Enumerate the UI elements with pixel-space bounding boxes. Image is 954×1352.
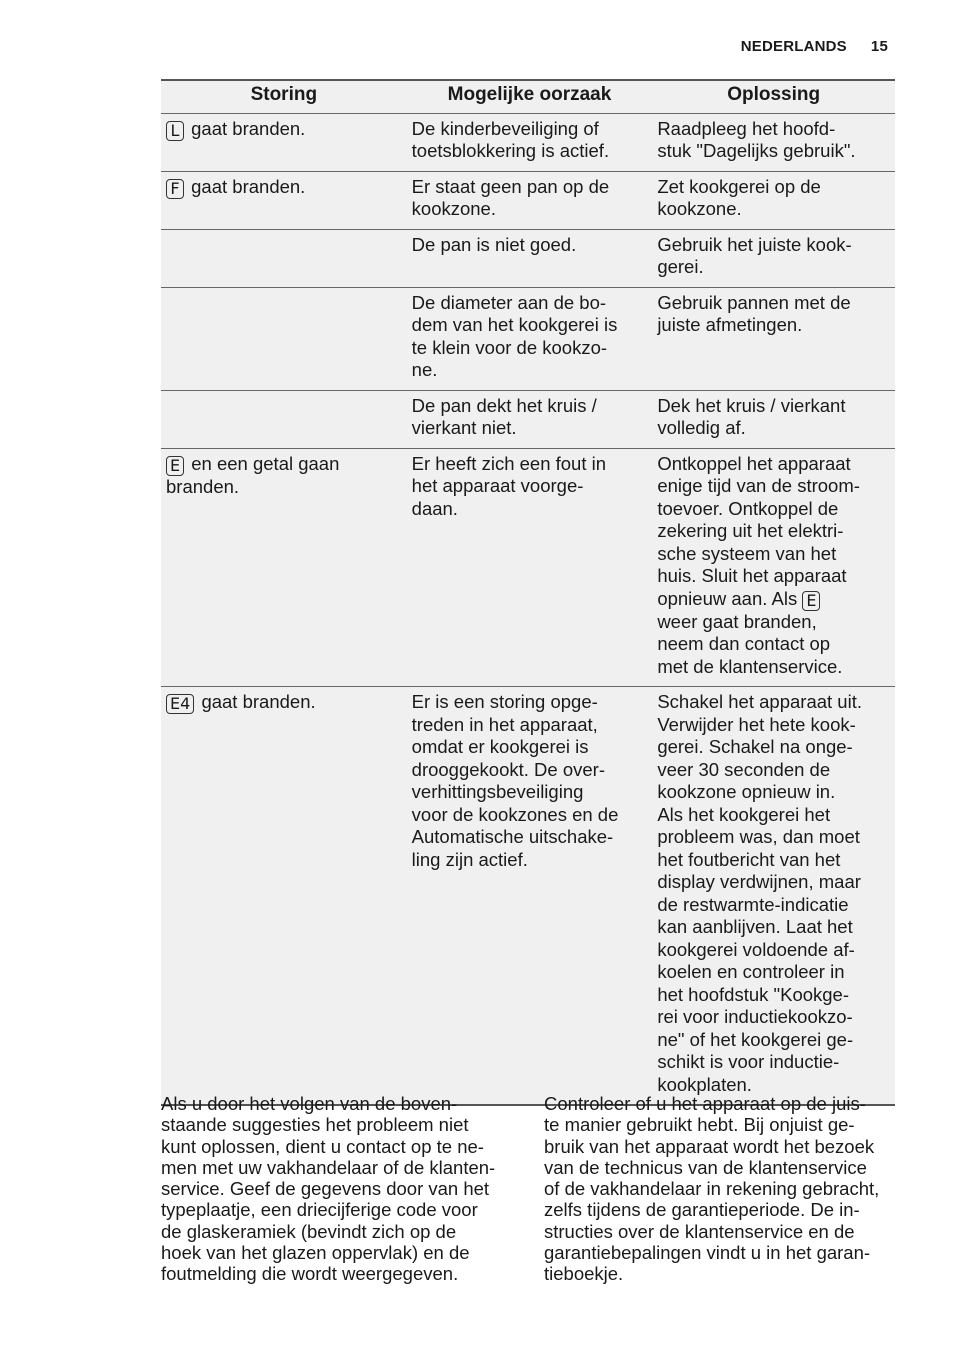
storing-text: en een getal gaan branden. <box>166 452 340 497</box>
page-header <box>741 38 888 55</box>
display-symbol-icon: E <box>166 456 184 476</box>
column-header-storing: Storing <box>161 80 407 113</box>
oorzaak-cell: De pan dekt het kruis / vierkant niet. <box>407 390 653 448</box>
section-title: NEDERLANDS <box>740 38 847 55</box>
oplossing-cell: Raadpleeg het hoofd- stuk "Dagelijks gebruik". <box>652 113 895 171</box>
display-symbol-icon: F <box>166 179 184 199</box>
oorzaak-cell: De kinderbeveiliging of toetsblokkering is actief. <box>407 113 653 171</box>
column-header-oplossing: Oplossing <box>652 80 895 113</box>
oorzaak-cell: Er heeft zich een fout in het apparaat voorge- daan. <box>407 448 653 687</box>
oplossing-cell: Gebruik het juiste kook- gerei. <box>652 229 895 287</box>
table-row <box>161 390 895 448</box>
display-symbol-icon: L <box>166 121 184 141</box>
oplossing-cell <box>652 448 895 687</box>
table-row <box>161 287 895 390</box>
storing-cell <box>161 229 407 287</box>
page-number: 15 <box>870 38 888 55</box>
storing-cell <box>161 390 407 448</box>
oorzaak-cell: Er staat geen pan op de kookzone. <box>407 171 653 229</box>
table-header-row <box>161 80 895 113</box>
oplossing-cell: Dek het kruis / vierkant volledig af. <box>652 390 895 448</box>
storing-cell <box>161 113 407 171</box>
oplossing-text: weer gaat branden, neem dan contact op met de klantenservice. <box>657 610 843 677</box>
storing-text: gaat branden. <box>191 175 306 197</box>
troubleshooting-table <box>161 79 895 1106</box>
storing-cell <box>161 171 407 229</box>
oorzaak-cell: De diameter aan de bo- dem van het kookgerei is te klein voor de kookzo- ne. <box>407 287 653 390</box>
storing-text: gaat branden. <box>201 691 316 712</box>
storing-cell <box>161 287 407 390</box>
oorzaak-cell: De pan is niet goed. <box>407 229 653 287</box>
storing-text: gaat branden. <box>191 117 306 139</box>
display-symbol-icon: E <box>802 591 820 611</box>
oplossing-cell: Zet kookgerei op de kookzone. <box>652 171 895 229</box>
footer-paragraph-contact: Als u door het volgen van de boven- staande suggesties het probleem niet kunt oplossen, dient u contact op te ne- men met uw vakhandelaar of de klanten- service. Geef de gegevens door van het typeplaatje, een driecijferige code voor de glaskeramiek (bevindt zich op de hoek van het glazen oppervlak) en de foutmelding die wordt weergegeven. <box>161 1093 496 1285</box>
oplossing-cell: Schakel het apparaat uit. Verwijder het hete kook- gerei. Schakel na onge- veer 30 seconden de kookzone opnieuw in. Als het kookgerei het probleem was, dan moet het foutbericht van het display verdwijnen, maar de restwarmte-indicatie kan aanblijven. Laat het kookgerei voldoende af- koelen en controleer in het hoofdstuk "Kookge- rei voor inductiekookzo- ne" of het kookgerei ge- schikt is voor inductie- kookplaten. <box>652 687 895 1106</box>
storing-cell <box>161 448 407 687</box>
storing-cell <box>161 687 407 1106</box>
table-row <box>161 229 895 287</box>
table-row <box>161 687 895 1106</box>
footer-paragraph-usage: Controleer of u het apparaat op de juis- te manier gebruikt hebt. Bij onjuist ge- bruik van het apparaat wordt het bezoek van de technicus van de klantenservice of de vakhandelaar in rekening gebracht, zelfs tijdens de garantieperiode. De in- structies over de klantenservice en de garantiebepalingen vindt u in het garan- tieboekje. <box>544 1093 880 1285</box>
oorzaak-cell: Er is een storing opge- treden in het apparaat, omdat er kookgerei is drooggekookt. De over- verhittingsbeveiliging voor de kookzones en de Automatische uitschake- ling zijn actief. <box>407 687 653 1106</box>
table-row <box>161 113 895 171</box>
display-symbol-icon: E4 <box>166 694 194 714</box>
table-row <box>161 171 895 229</box>
column-header-oorzaak: Mogelijke oorzaak <box>407 80 653 113</box>
oplossing-text: Ontkoppel het apparaat enige tijd van de stroom- toevoer. Ontkoppel de zekering uit het elektri- sche systeem van het huis. Sluit het apparaat opnieuw aan. Als <box>657 452 860 609</box>
table-row <box>161 448 895 687</box>
oplossing-cell: Gebruik pannen met de juiste afmetingen. <box>652 287 895 390</box>
